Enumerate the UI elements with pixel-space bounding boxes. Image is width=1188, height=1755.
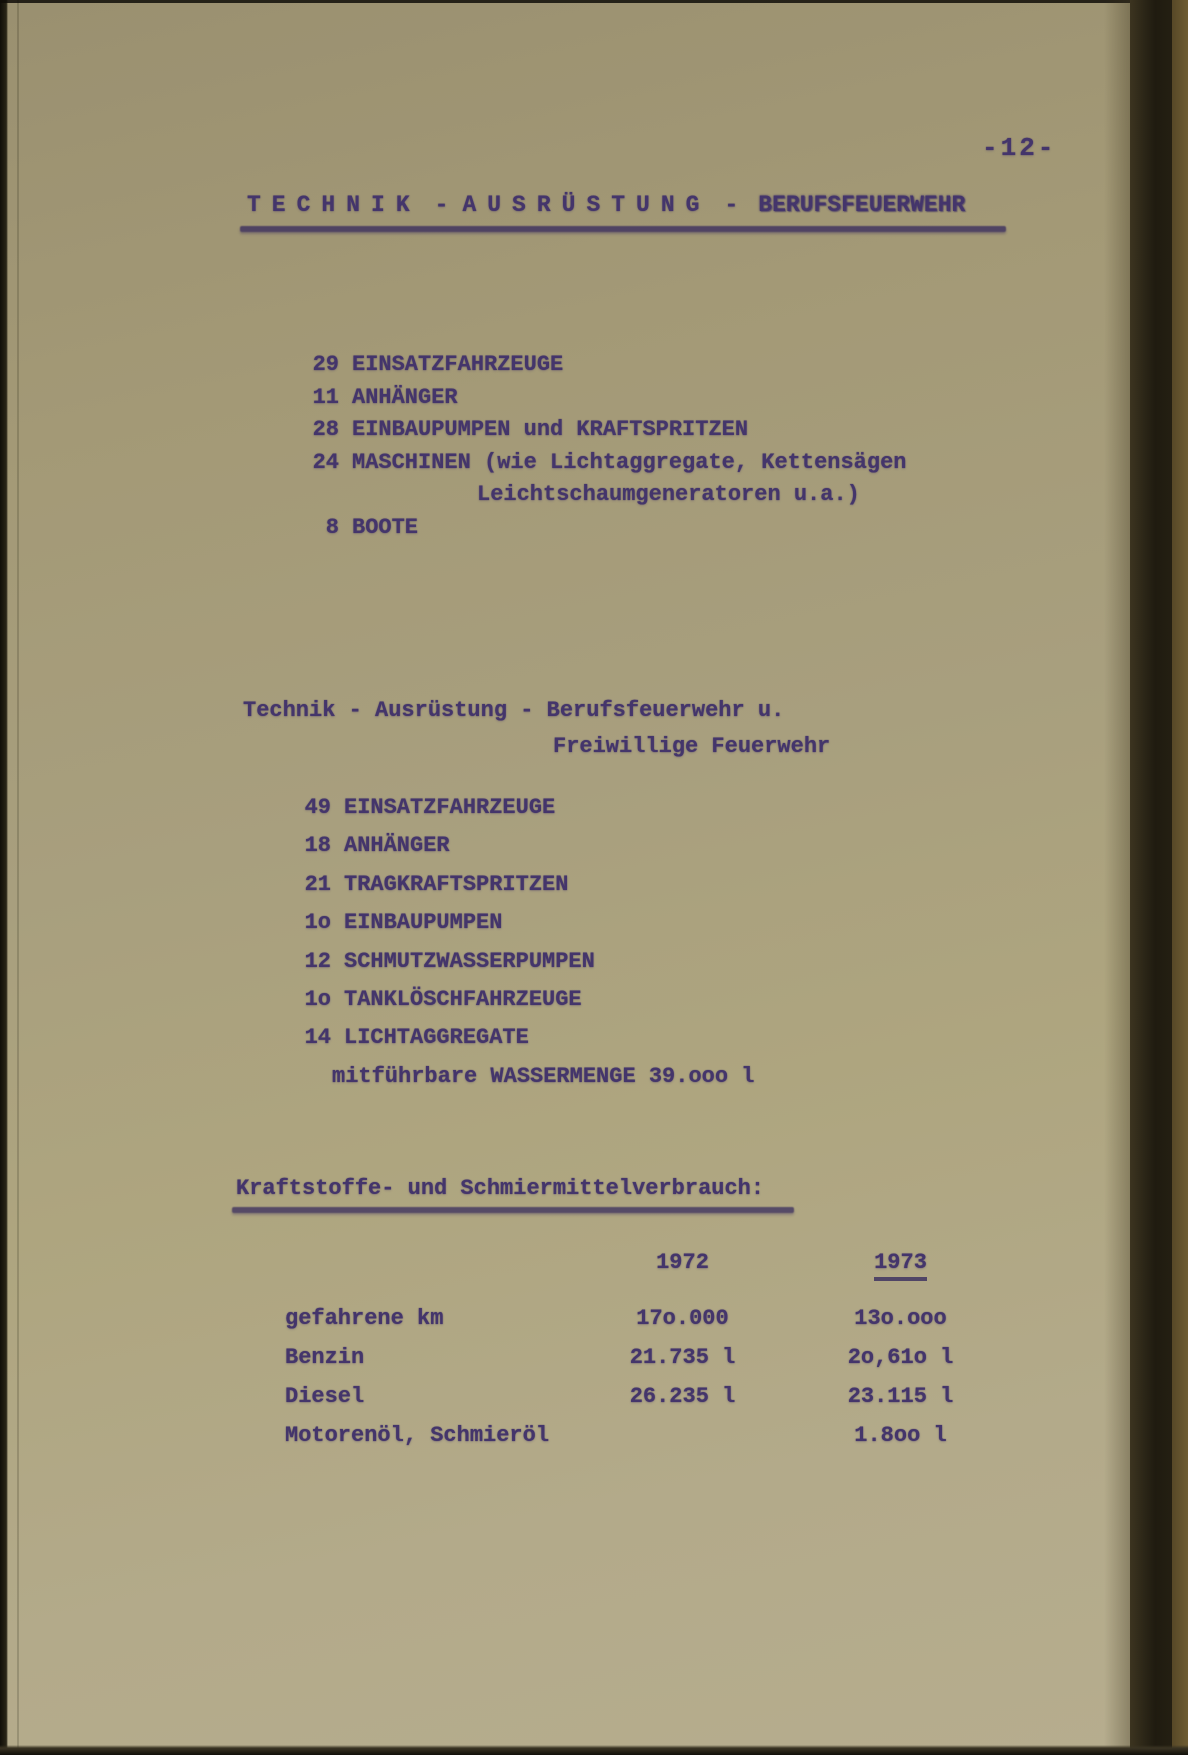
- header-1973-text: 1973: [874, 1250, 927, 1281]
- row-label: Benzin: [285, 1345, 365, 1370]
- page-title: [247, 192, 965, 218]
- item-label: EINBAUPUMPEN und KRAFTSPRITZEN: [352, 417, 749, 442]
- item-count: 18: [304, 833, 331, 859]
- scan-edge-bottom: [0, 1745, 1188, 1755]
- list-item: [291, 1025, 595, 1063]
- section-heading-line1: Technik - Ausrüstung - Berufsfeuerwehr u.: [243, 698, 785, 723]
- section-heading-line2: Freiwillige Feuerwehr: [553, 734, 831, 759]
- scan-fold-line: [17, 0, 19, 1755]
- equipment-list-combined: [291, 795, 595, 1064]
- item-label: EINBAUPUMPEN: [344, 910, 503, 936]
- row-label: Diesel: [285, 1384, 365, 1409]
- list-item: [291, 987, 595, 1025]
- item-label: TRAGKRAFTSPRITZEN: [344, 871, 569, 897]
- item-count: 12: [304, 948, 331, 974]
- item-label: ANHÄNGER: [352, 384, 458, 410]
- value-1973: 13o.ooo: [854, 1306, 947, 1331]
- value-1973: 23.115 l: [847, 1384, 954, 1409]
- item-count: 24: [312, 449, 339, 475]
- scan-edge-top: [0, 0, 1188, 3]
- fuel-heading-underline: [232, 1207, 794, 1213]
- value-1972: 26.235 l: [629, 1384, 736, 1409]
- list-item: [299, 450, 907, 483]
- item-count: 21: [304, 871, 331, 897]
- scan-edge-right-dark: [1130, 0, 1172, 1755]
- scan-edge-right-shadow: [1104, 0, 1130, 1755]
- value-1972: 21.735 l: [629, 1345, 736, 1370]
- title-dash: -: [724, 192, 739, 218]
- item-count: 49: [304, 795, 331, 820]
- list-item: [291, 910, 595, 948]
- item-label: LICHTAGGREGATE: [344, 1025, 529, 1051]
- list-item: [291, 949, 595, 987]
- fuel-consumption-heading: Kraftstoffe- und Schmiermittelverbrauch:: [236, 1176, 765, 1201]
- list-item: [291, 795, 595, 833]
- page-number: -12-: [982, 133, 1057, 163]
- value-1973: 2o,61o l: [847, 1345, 954, 1370]
- table-row: [285, 1345, 1025, 1384]
- item-label: BOOTE: [352, 514, 419, 540]
- item-label: EINSATZFAHRZEUGE: [344, 795, 556, 820]
- table-row: [285, 1423, 1025, 1462]
- title-underline: [240, 226, 1006, 232]
- list-item: [299, 417, 907, 450]
- header-1972-text: 1972: [656, 1250, 709, 1275]
- list-item: [291, 872, 595, 910]
- item-count: 11: [312, 384, 339, 410]
- row-label: gefahrene km: [285, 1306, 444, 1331]
- item-count: 8: [325, 514, 339, 540]
- table-row: [285, 1306, 1025, 1345]
- list-item: [299, 515, 907, 548]
- row-label: Motorenöl, Schmieröl: [285, 1423, 550, 1448]
- list-item: [299, 352, 907, 385]
- table-header-row: [285, 1250, 1025, 1306]
- column-header-1973: [813, 1250, 988, 1281]
- item-label: EINSATZFAHRZEUGE: [352, 352, 564, 377]
- equipment-list-berufsfeuerwehr: [299, 352, 907, 547]
- title-word-berufsfeuerwehr: BERUFSFEUERWEHR: [758, 192, 966, 218]
- item-label: SCHMUTZWASSERPUMPEN: [344, 948, 595, 974]
- column-header-1972: [595, 1250, 770, 1275]
- item-count: 14: [304, 1025, 331, 1051]
- value-1972: 17o.000: [636, 1306, 729, 1331]
- table-row: [285, 1384, 1025, 1423]
- value-1973: 1.8oo l: [854, 1423, 947, 1448]
- water-capacity-note: mitführbare WASSERMENGE 39.ooo l: [332, 1064, 755, 1089]
- item-label: MASCHINEN (wie Lichtaggregate, Kettensägen: [352, 449, 907, 475]
- title-word-ausruestung: AUSRÜSTUNG: [462, 192, 711, 218]
- fuel-consumption-table: [285, 1250, 1025, 1462]
- title-dash: -: [434, 192, 449, 218]
- title-word-technik: TECHNIK: [247, 192, 421, 218]
- scan-edge-right-binding: [1172, 0, 1188, 1755]
- item-count: 1o: [304, 986, 331, 1012]
- item-count: 29: [312, 352, 339, 377]
- scan-edge-left: [0, 0, 8, 1755]
- list-item: [291, 833, 595, 871]
- item-label: ANHÄNGER: [344, 833, 450, 859]
- item-label: TANKLÖSCHFAHRZEUGE: [344, 986, 582, 1012]
- list-item: [299, 385, 907, 418]
- item-count: 1o: [304, 910, 331, 936]
- item-label-continuation: Leichtschaumgeneratoren u.a.): [477, 482, 860, 507]
- item-count: 28: [312, 417, 339, 442]
